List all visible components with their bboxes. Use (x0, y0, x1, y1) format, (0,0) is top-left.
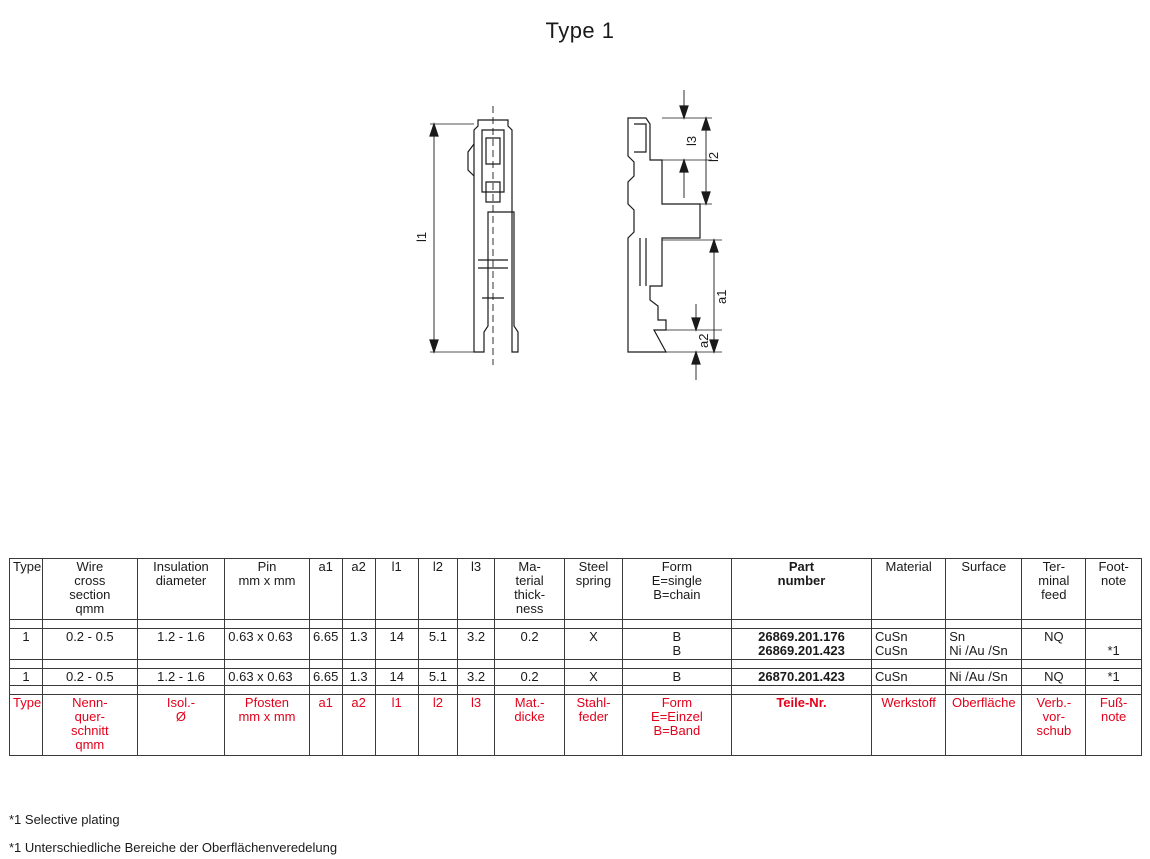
cell-wire-section: 0.2 - 0.5 (42, 629, 137, 660)
cell-thickness: Mat.- dicke (495, 695, 565, 756)
cell-l1: 14 (375, 629, 418, 660)
cell-l3: 3.2 (458, 669, 495, 686)
dimension-l1 (430, 124, 474, 352)
header-row-english (10, 559, 1142, 620)
cell-l2: 5.1 (418, 629, 457, 660)
cell-part-number: 26869.201.176 26869.201.423 (731, 629, 871, 660)
footnote-en: *1 Selective plating (9, 812, 120, 827)
spacer-row (10, 660, 1142, 669)
cell-thickness: 0.2 (495, 629, 565, 660)
cell-wire-section: Nenn- quer- schnitt qmm (42, 695, 137, 756)
cell-l2: 5.1 (418, 669, 457, 686)
cell-a1: 6.65 (309, 629, 342, 660)
cell-part-number: 26870.201.423 (731, 669, 871, 686)
cell-l1: l1 (375, 559, 418, 620)
cell-feed: Ter- minal feed (1022, 559, 1086, 620)
cell-type: Type (10, 559, 43, 620)
cell-feed: NQ (1022, 629, 1086, 660)
dimension-a1-a2 (662, 240, 722, 380)
cell-l1: 14 (375, 669, 418, 686)
cell-footnote: Foot- note (1086, 559, 1142, 620)
cell-form: B (622, 669, 731, 686)
cell-spring: X (565, 669, 623, 686)
cell-form: B B (622, 629, 731, 660)
cell-spring: Steel spring (565, 559, 623, 620)
cell-insulation: 1.2 - 1.6 (137, 629, 225, 660)
cell-a1: a1 (309, 559, 342, 620)
cell-footnote: Fuß- note (1086, 695, 1142, 756)
cell-a1: 6.65 (309, 669, 342, 686)
terminal-drawing (400, 90, 740, 390)
cell-l3: l3 (458, 695, 495, 756)
table-row (10, 629, 1142, 660)
cell-footnote: *1 (1086, 669, 1142, 686)
cell-a2: a2 (342, 559, 375, 620)
cell-l3: 3.2 (458, 629, 495, 660)
side-view-outline (628, 118, 700, 352)
label-l3: l3 (684, 135, 699, 146)
page-title: Type 1 (545, 18, 615, 43)
cell-type: 1 (10, 629, 43, 660)
cell-footnote: *1 (1086, 629, 1142, 660)
cell-material: CuSn (872, 669, 946, 686)
cell-material: Material (872, 559, 946, 620)
cell-pin: Pfosten mm x mm (225, 695, 309, 756)
cell-type: 1 (10, 669, 43, 686)
cell-spring: X (565, 629, 623, 660)
cell-l3: l3 (458, 559, 495, 620)
cell-a2: 1.3 (342, 669, 375, 686)
cell-form: Form E=single B=chain (622, 559, 731, 620)
label-a2: a2 (696, 333, 711, 348)
cell-material: Werkstoff (872, 695, 946, 756)
cell-thickness: Ma- terial thick- ness (495, 559, 565, 620)
cell-a1: a1 (309, 695, 342, 756)
cell-wire-section: 0.2 - 0.5 (42, 669, 137, 686)
cell-l2: l2 (418, 695, 457, 756)
cell-feed: NQ (1022, 669, 1086, 686)
label-l2: l2 (706, 151, 721, 162)
cell-thickness: 0.2 (495, 669, 565, 686)
cell-insulation: Isol.- Ø (137, 695, 225, 756)
cell-surface: Sn Ni /Au /Sn (946, 629, 1022, 660)
spacer-row (10, 620, 1142, 629)
label-l1: l1 (414, 231, 429, 242)
dimension-l2-l3 (662, 90, 712, 204)
cell-insulation: 1.2 - 1.6 (137, 669, 225, 686)
specification-table (9, 558, 1142, 756)
table-row (10, 669, 1142, 686)
cell-surface: Surface (946, 559, 1022, 620)
cell-form: Form E=Einzel B=Band (622, 695, 731, 756)
cell-spring: Stahl- feder (565, 695, 623, 756)
cell-material: CuSn CuSn (872, 629, 946, 660)
cell-insulation: Insulation diameter (137, 559, 225, 620)
cell-surface: Ni /Au /Sn (946, 669, 1022, 686)
cell-a2: a2 (342, 695, 375, 756)
cell-l2: l2 (418, 559, 457, 620)
cell-type: Type (10, 695, 43, 756)
cell-feed: Verb.- vor- schub (1022, 695, 1086, 756)
header-row-german (10, 695, 1142, 756)
cell-a2: 1.3 (342, 629, 375, 660)
label-a1: a1 (714, 289, 729, 304)
footnote-de: *1 Unterschiedliche Bereiche der Oberflächenveredelung (9, 840, 338, 855)
cell-surface: Oberfläche (946, 695, 1022, 756)
cell-wire-section: Wire cross section qmm (42, 559, 137, 620)
spacer-row (10, 686, 1142, 695)
cell-pin: Pin mm x mm (225, 559, 309, 620)
cell-pin: 0.63 x 0.63 (225, 629, 309, 660)
cell-l1: l1 (375, 695, 418, 756)
cell-part-number: Teile-Nr. (731, 695, 871, 756)
cell-pin: 0.63 x 0.63 (225, 669, 309, 686)
cell-part-number: Part number (731, 559, 871, 620)
